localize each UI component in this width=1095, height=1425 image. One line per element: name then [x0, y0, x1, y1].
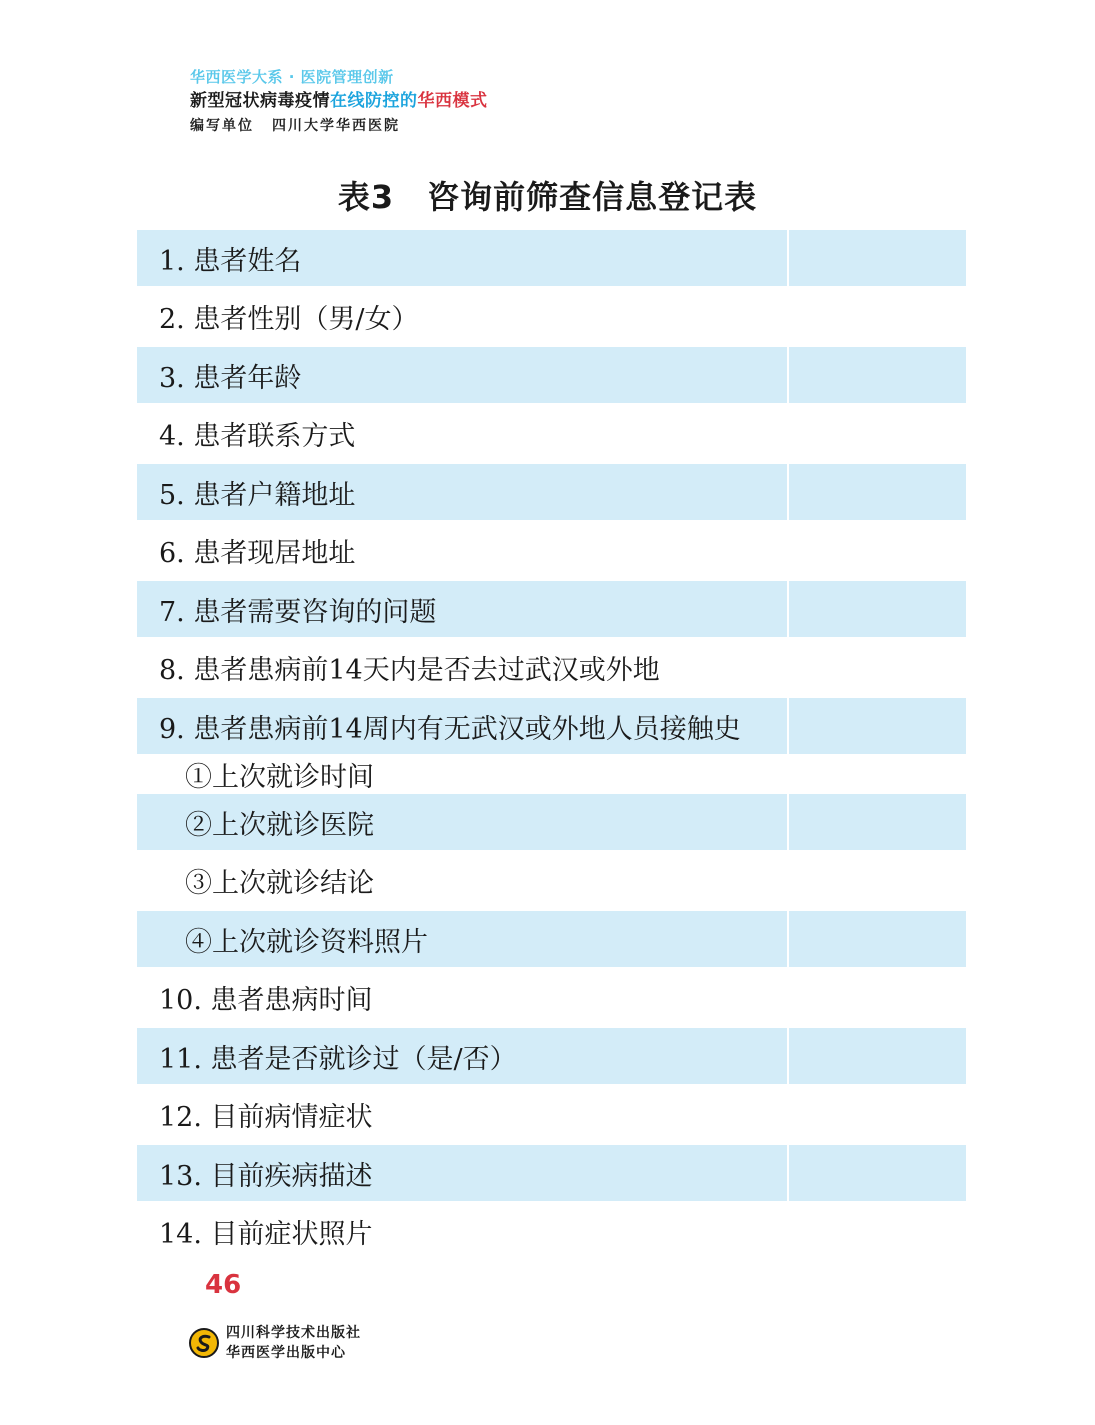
row-label: 10. 患者患病时间 [159, 985, 373, 1016]
table-row [137, 347, 966, 403]
row-label: 5. 患者户籍地址 [137, 464, 787, 520]
row-value-cell [789, 1084, 966, 1145]
author-label: 编写单位 [190, 118, 254, 134]
table-row [137, 1028, 966, 1084]
row-label: 7. 患者需要咨询的问题 [137, 581, 787, 637]
row-label: 9. 患者患病前14周内有无武汉或外地人员接触史 [137, 698, 787, 754]
row-value-cell [789, 403, 966, 464]
publisher-logo-icon [188, 1327, 220, 1359]
table-row [137, 698, 966, 754]
publisher-center: 华西医学出版中心 [226, 1345, 346, 1361]
row-value-cell [789, 1145, 966, 1201]
row-label: 1. 患者姓名 [137, 230, 787, 286]
table-row [137, 911, 966, 967]
row-value-cell [789, 637, 966, 698]
table-row [137, 637, 966, 698]
table-title: 表3 咨询前筛查信息登记表 [337, 178, 758, 216]
publisher-text [226, 1323, 361, 1363]
running-header [190, 66, 488, 138]
row-value-cell [789, 794, 966, 850]
table-row [137, 464, 966, 520]
row-label: 11. 患者是否就诊过（是/否） [137, 1028, 787, 1084]
table-row [137, 1084, 966, 1145]
row-value-cell [789, 581, 966, 637]
row-value-cell [789, 698, 966, 754]
table-row [137, 581, 966, 637]
book-title [190, 88, 488, 114]
table-row [137, 520, 966, 581]
table-row [137, 1201, 966, 1262]
row-value-cell [789, 1201, 966, 1262]
table-row [137, 794, 966, 850]
row-value-cell [789, 850, 966, 911]
row-value-cell [789, 967, 966, 1028]
row-value-cell [789, 1028, 966, 1084]
author-org: 四川大学华西医院 [272, 118, 400, 134]
table-row [137, 850, 966, 911]
row-value-cell [789, 464, 966, 520]
row-value-cell [789, 520, 966, 581]
row-label: 4. 患者联系方式 [159, 421, 356, 452]
row-label: ④上次就诊资料照片 [137, 911, 787, 967]
book-title-part3: 华西模式 [417, 91, 488, 111]
table-row [137, 230, 966, 286]
author-line [190, 114, 488, 138]
row-value-cell [789, 347, 966, 403]
row-label: 12. 目前病情症状 [159, 1102, 373, 1133]
table-row [137, 403, 966, 464]
row-label: 14. 目前症状照片 [159, 1219, 373, 1250]
row-label: 13. 目前疾病描述 [137, 1145, 787, 1201]
table-row [137, 286, 966, 347]
row-label: ①上次就诊时间 [185, 761, 374, 793]
row-label: 8. 患者患病前14天内是否去过武汉或外地 [159, 655, 660, 686]
row-label: ②上次就诊医院 [137, 794, 787, 850]
row-value-cell [789, 286, 966, 347]
book-title-part1: 新型冠状病毒疫情 [190, 91, 330, 111]
row-value-cell [789, 230, 966, 286]
table-row [137, 1145, 966, 1201]
book-title-part2: 在线防控的 [330, 91, 418, 111]
row-value-cell [789, 754, 966, 794]
publisher-block [188, 1323, 361, 1363]
table-row [137, 754, 966, 794]
registration-table [137, 230, 966, 1262]
table-row [137, 967, 966, 1028]
series-title: 华西医学大系 · 医院管理创新 [190, 68, 394, 86]
publisher-name: 四川科学技术出版社 [226, 1325, 361, 1341]
row-label: 3. 患者年龄 [137, 347, 787, 403]
row-label: ③上次就诊结论 [185, 868, 374, 899]
row-value-cell [789, 911, 966, 967]
row-label: 2. 患者性别（男/女） [159, 304, 419, 335]
page-number: 46 [205, 1270, 242, 1300]
row-label: 6. 患者现居地址 [159, 538, 356, 569]
